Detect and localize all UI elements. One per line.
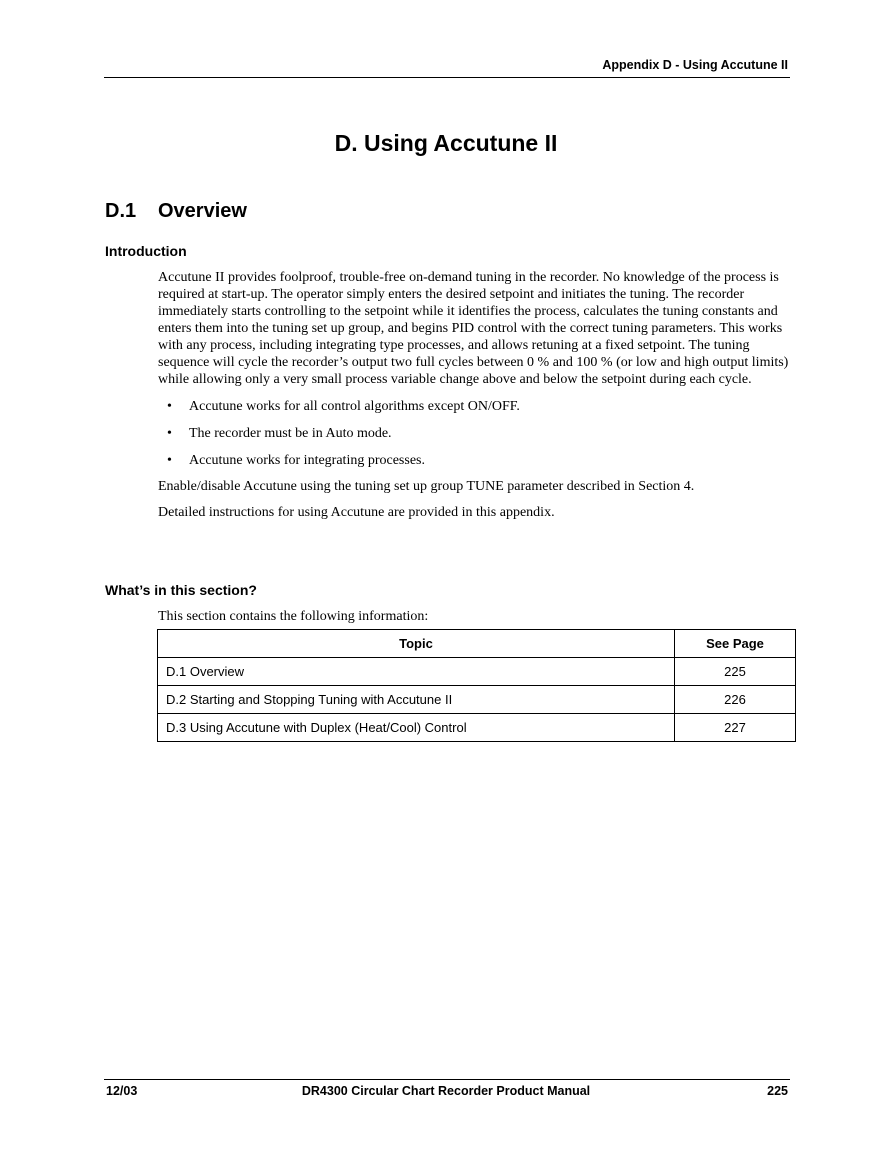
page-cell: 225	[675, 658, 796, 686]
section-name: Overview	[158, 200, 247, 222]
whats-in-intro: This section contains the following information:	[158, 609, 429, 624]
footer-page-number: 225	[767, 1084, 788, 1098]
list-item: • Accutune works for all control algorithms except ON/OFF.	[167, 399, 520, 414]
introduction-body	[158, 269, 790, 521]
page-cell: 226	[675, 686, 796, 714]
detail-paragraph: Detailed instructions for using Accutune are provided in this appendix.	[158, 505, 555, 520]
header-rule	[104, 77, 790, 78]
footer-date: 12/03	[106, 1084, 138, 1098]
table-row	[158, 714, 796, 742]
list-item: • Accutune works for integrating processes.	[167, 453, 425, 468]
bullet-icon: •	[167, 453, 172, 468]
table-header-row	[158, 630, 796, 658]
bullet-list	[158, 398, 790, 469]
topic-cell: D.3 Using Accutune with Duplex (Heat/Cool) Control	[158, 714, 675, 742]
enable-paragraph: Enable/disable Accutune using the tuning set up group TUNE parameter described in Section 4.	[158, 479, 695, 494]
chapter-title: D. Using Accutune II	[334, 130, 558, 156]
page-cell: 227	[675, 714, 796, 742]
table-row	[158, 686, 796, 714]
introduction-paragraph: Accutune II provides foolproof, trouble-free on-demand tuning in the recorder. No knowledge of the process is required at start-up. The operator simply enters the desired setpoint and initiates the tuning. The recorder immediately starts controlling to the setpoint while it identifies the process, calculates the tuning constants and enters them into the tuning set up group, and begins PID control with the correct tuning parameters. This works with any process, including integrating type processes, and allows retuning at a fixed setpoint. The tuning sequence will cycle the recorder’s output two full cycles between 0 % and 100 % (or low and high output limits) while allowing only a very small process variable change above and below the setpoint during each cycle.	[158, 270, 789, 387]
section-number: D.1	[105, 200, 137, 222]
topic-cell: D.1 Overview	[158, 658, 675, 686]
bullet-icon: •	[167, 426, 172, 441]
running-header: Appendix D - Using Accutune II	[602, 58, 788, 72]
introduction-heading: Introduction	[105, 243, 187, 259]
footer-manual-title: DR4300 Circular Chart Recorder Product Manual	[301, 1084, 591, 1098]
bullet-icon: •	[167, 399, 172, 414]
list-item: • The recorder must be in Auto mode.	[167, 426, 392, 441]
page-column-header: See Page	[675, 630, 796, 658]
topic-column-header: Topic	[158, 630, 675, 658]
footer-rule	[104, 1079, 790, 1080]
whats-in-heading: What’s in this section?	[105, 582, 257, 598]
table-row	[158, 658, 796, 686]
topic-cell: D.2 Starting and Stopping Tuning with Accutune II	[158, 686, 675, 714]
topics-table	[157, 629, 796, 742]
section-title	[105, 200, 247, 223]
